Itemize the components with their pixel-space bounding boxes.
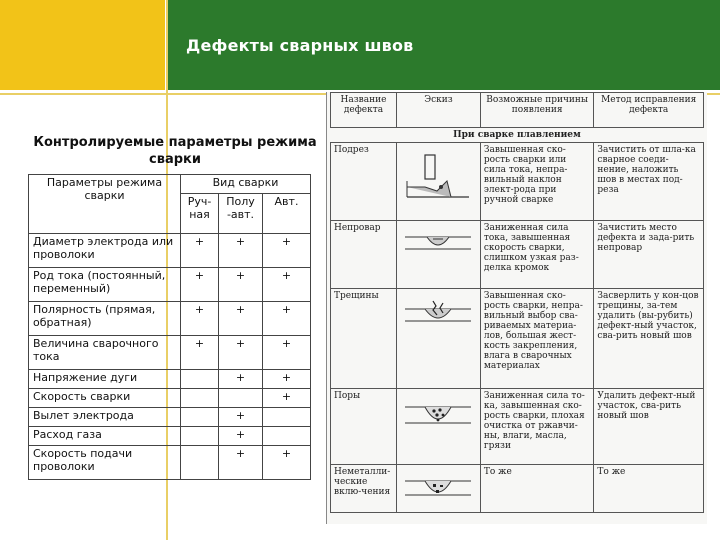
mark-semi: + xyxy=(219,446,263,480)
table-row xyxy=(29,302,311,336)
table-row xyxy=(29,427,311,446)
header-auto: Авт. xyxy=(263,194,311,234)
mark-auto: + xyxy=(263,268,311,302)
table-row xyxy=(331,389,704,465)
defect-fix: То же xyxy=(594,465,704,513)
mark-auto: + xyxy=(263,389,311,408)
mark-manual xyxy=(181,427,219,446)
table-row xyxy=(29,268,311,302)
param-name: Скорость подачи проволоки xyxy=(29,446,181,480)
mark-semi: + xyxy=(219,427,263,446)
defect-sketch xyxy=(396,289,480,389)
param-name: Вылет электрода xyxy=(29,408,181,427)
header-param: Параметры режима сварки xyxy=(29,175,181,234)
defect-sketch xyxy=(396,143,480,221)
param-name: Полярность (прямая, обратная) xyxy=(29,302,181,336)
mark-auto: + xyxy=(263,370,311,389)
defect-causes: То же xyxy=(480,465,594,513)
inclusions-sketch-icon xyxy=(403,473,473,503)
table-row xyxy=(331,289,704,389)
section-title: При сварке плавлением xyxy=(331,128,704,143)
defect-sketch xyxy=(396,389,480,465)
table-row xyxy=(29,389,311,408)
mark-manual: + xyxy=(181,302,219,336)
mark-semi: + xyxy=(219,268,263,302)
defects-header-name: Название дефекта xyxy=(331,93,397,128)
mark-semi: + xyxy=(219,234,263,268)
defect-name: Неметалли-ческие вклю-чения xyxy=(331,465,397,513)
mark-manual: + xyxy=(181,268,219,302)
defect-fix: Удалить дефект-ный участок, сва-рить новый шов xyxy=(594,389,704,465)
porosity-sketch-icon xyxy=(403,397,473,431)
defect-sketch xyxy=(396,221,480,289)
defect-causes: Заниженная сила тока, завышенная скорость сварки, слишком узкая раз-делка кромок xyxy=(480,221,594,289)
table-row xyxy=(331,221,704,289)
table-row xyxy=(29,234,311,268)
undercut-sketch-icon xyxy=(403,151,473,211)
param-name: Скорость сварки xyxy=(29,389,181,408)
defects-header-causes: Возможные причины появления xyxy=(480,93,594,128)
defects-header-fix: Метод исправления дефекта xyxy=(594,93,704,128)
mark-auto: + xyxy=(263,336,311,370)
defects-table xyxy=(330,92,704,513)
table-row xyxy=(331,465,704,513)
mark-manual xyxy=(181,389,219,408)
mark-manual xyxy=(181,446,219,480)
mark-auto: + xyxy=(263,234,311,268)
header-semi: Полу -авт. xyxy=(219,194,263,234)
defect-name: Поры xyxy=(331,389,397,465)
mark-manual: + xyxy=(181,336,219,370)
header-kind: Вид сварки xyxy=(181,175,311,194)
table-row xyxy=(29,446,311,480)
mark-semi: + xyxy=(219,408,263,427)
table-row xyxy=(331,143,704,221)
mark-semi: + xyxy=(219,370,263,389)
defect-causes: Заниженная сила то-ка, завышенная ско-рость сварки, плохая очистка от ржавчи-ны, влаги, масла, грязи xyxy=(480,389,594,465)
table-row xyxy=(29,336,311,370)
mark-auto: + xyxy=(263,302,311,336)
mark-auto xyxy=(263,408,311,427)
param-name: Род тока (постоянный, переменный) xyxy=(29,268,181,302)
defect-causes: Завышенная ско-рость сварки, непра-вильный выбор сва-риваемых материа-лов, большая жест-кость закрепления, влага в сварочных материалах xyxy=(480,289,594,389)
params-table-title: Контролируемые параметры режима сварки xyxy=(33,135,317,167)
corner-accent xyxy=(0,0,165,90)
mark-semi: + xyxy=(219,302,263,336)
table-row xyxy=(29,370,311,389)
defect-causes: Завышенная ско-рость сварки или сила тока, непра-вильный наклон элект-рода при ручной сварке xyxy=(480,143,594,221)
mark-manual xyxy=(181,370,219,389)
defect-name: Трещины xyxy=(331,289,397,389)
param-name: Расход газа xyxy=(29,427,181,446)
mark-manual: + xyxy=(181,234,219,268)
mark-semi: + xyxy=(219,336,263,370)
lack-of-fusion-sketch-icon xyxy=(403,229,473,253)
mark-auto xyxy=(263,427,311,446)
header-manual: Руч-ная xyxy=(181,194,219,234)
defect-fix: Зачистить от шла-ка сварное соеди-нение, наложить шов в местах под-реза xyxy=(594,143,704,221)
defect-fix: Засверлить у кон-цов трещины, за-тем удалить (вы-рубить) дефект-ный участок, сва-рить новый шов xyxy=(594,289,704,389)
mark-auto: + xyxy=(263,446,311,480)
crack-sketch-icon xyxy=(403,297,473,327)
params-table xyxy=(28,174,311,480)
param-name: Диаметр электрода или проволоки xyxy=(29,234,181,268)
defect-fix: Зачистить место дефекта и зада-рить непровар xyxy=(594,221,704,289)
defect-name: Подрез xyxy=(331,143,397,221)
defect-name: Непровар xyxy=(331,221,397,289)
mark-semi xyxy=(219,389,263,408)
mark-manual xyxy=(181,408,219,427)
param-name: Напряжение дуги xyxy=(29,370,181,389)
defects-header-sketch: Эскиз xyxy=(396,93,480,128)
param-name: Величина сварочного тока xyxy=(29,336,181,370)
defect-sketch xyxy=(396,465,480,513)
table-row xyxy=(29,408,311,427)
page-title: Дефекты сварных швов xyxy=(186,36,414,55)
